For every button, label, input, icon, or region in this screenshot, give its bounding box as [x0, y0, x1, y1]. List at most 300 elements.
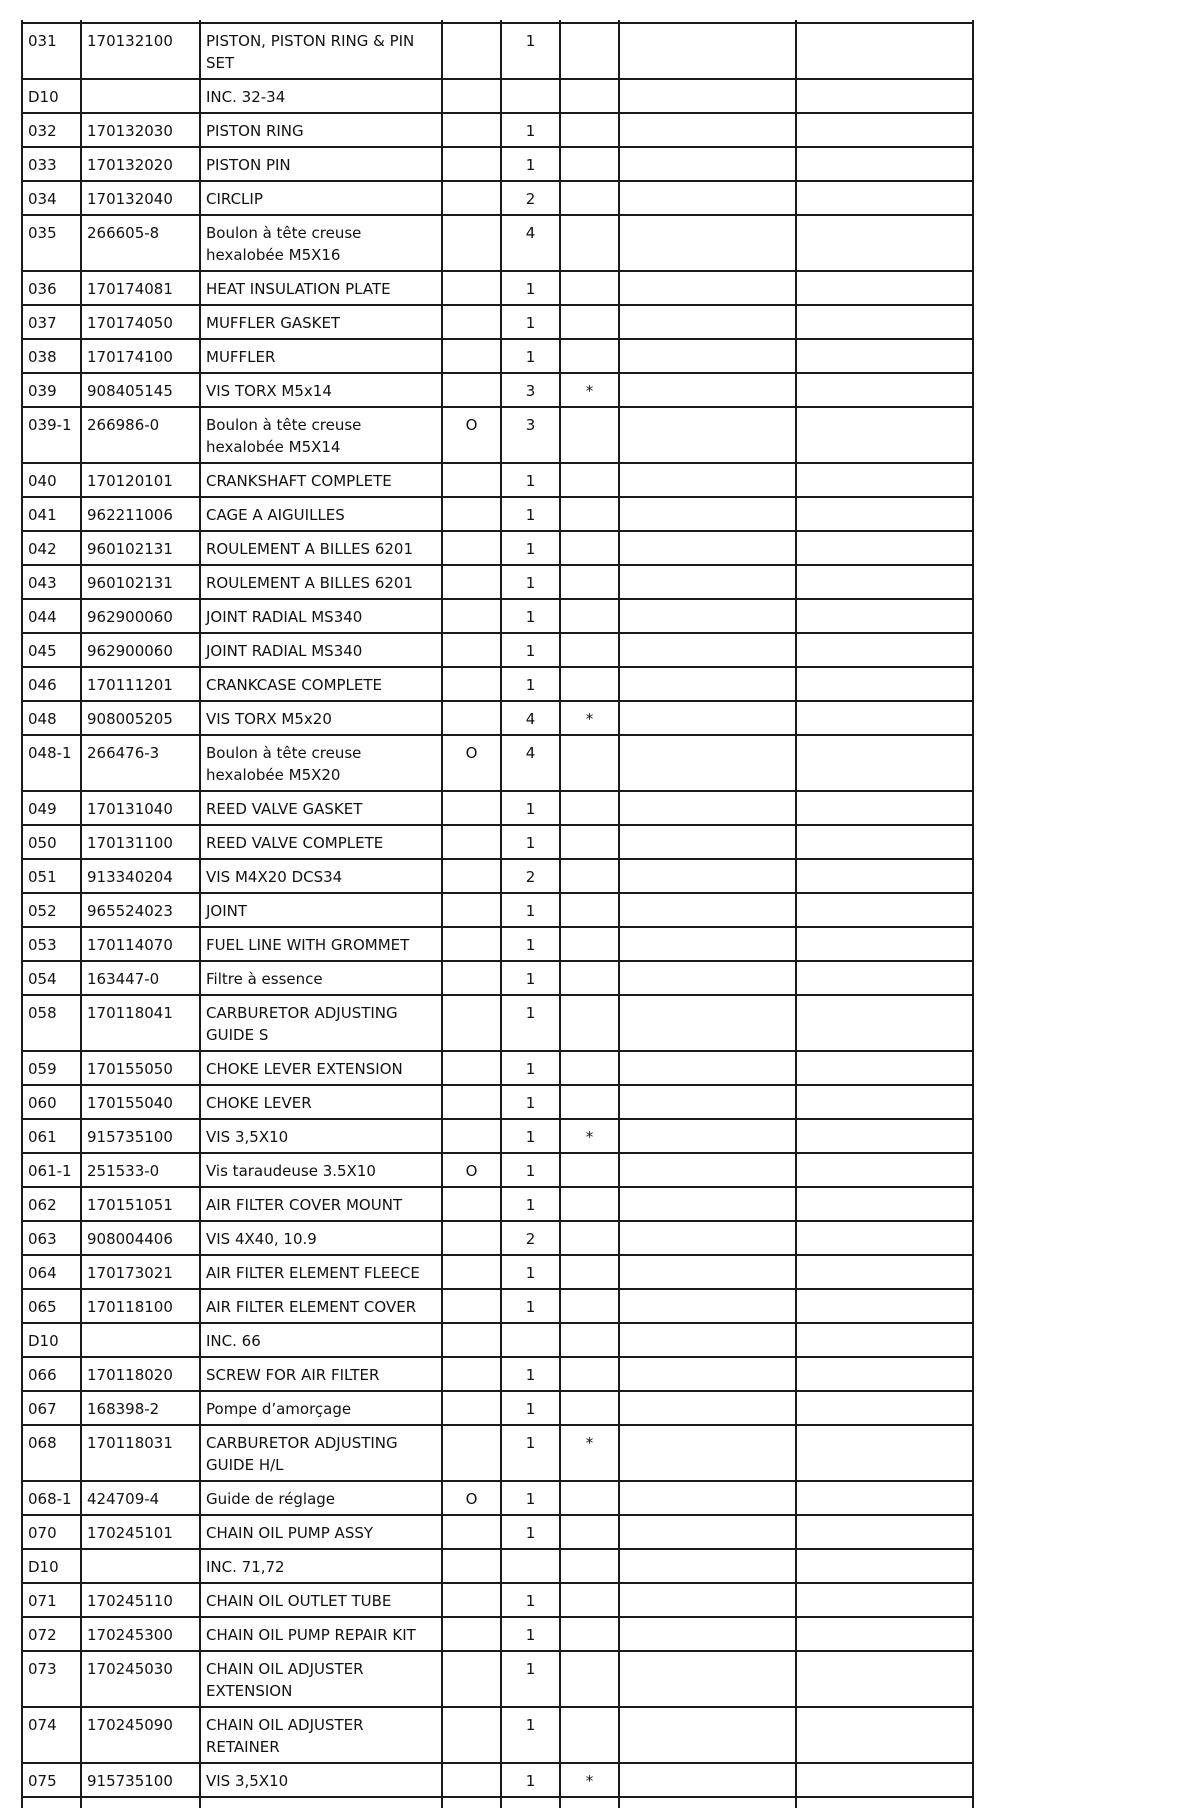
blank-cell — [619, 113, 796, 147]
part-number-cell: 170245300 — [81, 1617, 200, 1651]
description-cell: CHAIN OIL ADJUSTER RETAINER — [200, 1707, 442, 1763]
blank-cell — [796, 373, 973, 407]
blank-cell — [619, 927, 796, 961]
quantity-cell: 1 — [501, 305, 560, 339]
note-cell — [560, 927, 619, 961]
blank-cell — [619, 79, 796, 113]
blank-cell — [796, 271, 973, 305]
ref-cell: 070 — [22, 1515, 81, 1549]
option-cell: O — [442, 407, 501, 463]
option-cell — [442, 147, 501, 181]
part-number-cell: 170114070 — [81, 927, 200, 961]
blank-cell — [619, 1515, 796, 1549]
note-cell — [560, 1187, 619, 1221]
option-cell — [442, 1323, 501, 1357]
table-row — [22, 1707, 973, 1763]
note-cell — [560, 1153, 619, 1187]
part-number-cell: 913340204 — [81, 859, 200, 893]
blank-cell — [619, 531, 796, 565]
part-number-cell: 170245030 — [81, 1651, 200, 1707]
ref-cell: 033 — [22, 147, 81, 181]
blank-cell — [796, 497, 973, 531]
quantity-cell: 1 — [501, 1481, 560, 1515]
quantity-cell: 1 — [501, 565, 560, 599]
note-cell — [560, 271, 619, 305]
table-row — [22, 995, 973, 1051]
option-cell — [442, 961, 501, 995]
blank-cell — [796, 927, 973, 961]
blank-cell — [619, 1085, 796, 1119]
description-cell: JOINT RADIAL MS340 — [200, 633, 442, 667]
part-number-cell: 170131040 — [81, 791, 200, 825]
ref-cell: 037 — [22, 305, 81, 339]
part-number-cell — [81, 1323, 200, 1357]
part-number-cell: 170118020 — [81, 1357, 200, 1391]
part-number-cell: 170174100 — [81, 339, 200, 373]
option-cell — [442, 215, 501, 271]
option-cell — [442, 791, 501, 825]
parts-table — [21, 20, 974, 1808]
blank-cell — [796, 1187, 973, 1221]
blank-cell — [796, 113, 973, 147]
table-row — [22, 215, 973, 271]
table-row — [22, 531, 973, 565]
blank-cell — [619, 463, 796, 497]
note-cell — [560, 531, 619, 565]
description-cell: JOINT — [200, 893, 442, 927]
ref-cell: 062 — [22, 1187, 81, 1221]
option-cell — [442, 1617, 501, 1651]
description-cell: JOINT RADIAL MS340 — [200, 599, 442, 633]
quantity-cell: 3 — [501, 407, 560, 463]
option-cell — [442, 339, 501, 373]
quantity-cell: 1 — [501, 961, 560, 995]
table-row — [22, 1187, 973, 1221]
description-cell: CAGE A AIGUILLES — [200, 497, 442, 531]
ref-cell: 050 — [22, 825, 81, 859]
table-row — [22, 463, 973, 497]
blank-cell — [619, 565, 796, 599]
blank-cell — [619, 1187, 796, 1221]
note-cell: * — [560, 1425, 619, 1481]
blank-cell — [796, 1707, 973, 1763]
blank-cell — [619, 497, 796, 531]
ref-cell: 063 — [22, 1221, 81, 1255]
quantity-cell: 3 — [501, 373, 560, 407]
table-row — [22, 1221, 973, 1255]
part-number-cell: 170118041 — [81, 995, 200, 1051]
option-cell — [442, 373, 501, 407]
description-cell: INC. 66 — [200, 1323, 442, 1357]
ref-cell: 052 — [22, 893, 81, 927]
table-row — [22, 1255, 973, 1289]
description-cell: VIS TORX M5x14 — [200, 373, 442, 407]
blank-cell — [619, 995, 796, 1051]
ref-cell: 073 — [22, 1651, 81, 1707]
note-cell — [560, 1583, 619, 1617]
blank-cell — [796, 1255, 973, 1289]
description-cell: Vis taraudeuse 3.5X10 — [200, 1153, 442, 1187]
note-cell — [560, 825, 619, 859]
ref-cell: 054 — [22, 961, 81, 995]
quantity-cell: 1 — [501, 339, 560, 373]
ref-cell: 072 — [22, 1617, 81, 1651]
blank-cell — [619, 893, 796, 927]
blank-cell — [796, 1617, 973, 1651]
table-row — [22, 1617, 973, 1651]
option-cell — [442, 1515, 501, 1549]
description-cell: CHAIN OIL PUMP ASSY — [200, 1515, 442, 1549]
note-cell — [560, 1481, 619, 1515]
blank-cell — [619, 1357, 796, 1391]
description-cell: CARBURETOR ADJUSTING GUIDE S — [200, 995, 442, 1051]
part-number-cell: 266986-0 — [81, 407, 200, 463]
blank-cell — [619, 1481, 796, 1515]
quantity-cell: 1 — [501, 1085, 560, 1119]
quantity-cell: 1 — [501, 1051, 560, 1085]
part-number-cell: 170245090 — [81, 1707, 200, 1763]
option-cell — [442, 565, 501, 599]
blank-cell — [619, 1583, 796, 1617]
blank-cell — [619, 215, 796, 271]
ref-cell: 041 — [22, 497, 81, 531]
description-cell: CHAIN OIL PUMP REPAIR KIT — [200, 1617, 442, 1651]
blank-cell — [796, 305, 973, 339]
ref-cell: 053 — [22, 927, 81, 961]
option-cell — [442, 1187, 501, 1221]
note-cell: * — [560, 1763, 619, 1797]
table-row — [22, 667, 973, 701]
description-cell: AIR FILTER ELEMENT COVER — [200, 1289, 442, 1323]
blank-cell — [796, 667, 973, 701]
blank-cell — [796, 599, 973, 633]
option-cell — [442, 825, 501, 859]
ref-cell: 048-1 — [22, 735, 81, 791]
ref-cell: 065 — [22, 1289, 81, 1323]
quantity-cell: 1 — [501, 1255, 560, 1289]
ref-cell: 051 — [22, 859, 81, 893]
blank-cell — [796, 701, 973, 735]
quantity-cell: 2 — [501, 1221, 560, 1255]
quantity-cell: 1 — [501, 1187, 560, 1221]
blank-cell — [796, 1051, 973, 1085]
part-number-cell: 170245110 — [81, 1583, 200, 1617]
part-number-cell: 163447-0 — [81, 961, 200, 995]
quantity-cell: 4 — [501, 701, 560, 735]
blank-cell — [619, 1323, 796, 1357]
table-row — [22, 565, 973, 599]
ref-cell: 071 — [22, 1583, 81, 1617]
blank-cell — [619, 1707, 796, 1763]
part-number-cell: 170174081 — [81, 271, 200, 305]
blank-cell — [796, 1391, 973, 1425]
ref-cell: D10 — [22, 1323, 81, 1357]
part-number-cell: 170118100 — [81, 1289, 200, 1323]
note-cell — [560, 1085, 619, 1119]
quantity-cell — [501, 1323, 560, 1357]
table-row — [22, 701, 973, 735]
quantity-cell: 1 — [501, 1583, 560, 1617]
blank-cell — [619, 1617, 796, 1651]
part-number-cell: 960102131 — [81, 565, 200, 599]
option-cell — [442, 271, 501, 305]
description-cell: FUEL LINE WITH GROMMET — [200, 927, 442, 961]
quantity-cell: 1 — [501, 1651, 560, 1707]
option-cell: O — [442, 735, 501, 791]
table-row — [22, 23, 973, 79]
part-number-cell: 915735100 — [81, 1763, 200, 1797]
table-row — [22, 1425, 973, 1481]
part-number-cell: 962900060 — [81, 599, 200, 633]
table-row — [22, 825, 973, 859]
table-row — [22, 1323, 973, 1357]
blank-cell — [619, 23, 796, 79]
note-cell — [560, 995, 619, 1051]
quantity-cell: 1 — [501, 113, 560, 147]
table-row — [22, 927, 973, 961]
option-cell — [442, 599, 501, 633]
part-number-cell: 170120101 — [81, 463, 200, 497]
option-cell — [442, 1391, 501, 1425]
blank-cell — [796, 791, 973, 825]
stub-cell — [442, 1797, 501, 1808]
part-number-cell: 170118031 — [81, 1425, 200, 1481]
table-row — [22, 633, 973, 667]
blank-cell — [619, 1425, 796, 1481]
note-cell — [560, 1707, 619, 1763]
option-cell — [442, 531, 501, 565]
stub-cell — [796, 1797, 973, 1808]
ref-cell: 039 — [22, 373, 81, 407]
quantity-cell: 1 — [501, 497, 560, 531]
quantity-cell: 4 — [501, 215, 560, 271]
blank-cell — [619, 181, 796, 215]
ref-cell: 068 — [22, 1425, 81, 1481]
ref-cell: 032 — [22, 113, 81, 147]
table-row — [22, 1085, 973, 1119]
description-cell: Filtre à essence — [200, 961, 442, 995]
note-cell — [560, 113, 619, 147]
quantity-cell — [501, 79, 560, 113]
ref-cell: 060 — [22, 1085, 81, 1119]
quantity-cell: 1 — [501, 995, 560, 1051]
part-number-cell: 915735100 — [81, 1119, 200, 1153]
part-number-cell: 908004406 — [81, 1221, 200, 1255]
description-cell: AIR FILTER ELEMENT FLEECE — [200, 1255, 442, 1289]
blank-cell — [619, 1391, 796, 1425]
blank-cell — [619, 735, 796, 791]
description-cell: CHAIN OIL OUTLET TUBE — [200, 1583, 442, 1617]
quantity-cell: 1 — [501, 1153, 560, 1187]
blank-cell — [619, 1289, 796, 1323]
description-cell: PISTON PIN — [200, 147, 442, 181]
table-row — [22, 79, 973, 113]
note-cell — [560, 1617, 619, 1651]
description-cell: CRANKSHAFT COMPLETE — [200, 463, 442, 497]
table-row — [22, 305, 973, 339]
table-row — [22, 1051, 973, 1085]
option-cell: O — [442, 1153, 501, 1187]
table-row — [22, 1763, 973, 1797]
blank-cell — [796, 565, 973, 599]
table-row — [22, 1391, 973, 1425]
blank-cell — [619, 305, 796, 339]
description-cell: ROULEMENT A BILLES 6201 — [200, 531, 442, 565]
option-cell — [442, 181, 501, 215]
part-number-cell: 170131100 — [81, 825, 200, 859]
part-number-cell: 170155050 — [81, 1051, 200, 1085]
ref-cell: 035 — [22, 215, 81, 271]
quantity-cell: 1 — [501, 1289, 560, 1323]
description-cell: CHAIN OIL ADJUSTER EXTENSION — [200, 1651, 442, 1707]
ref-cell: 074 — [22, 1707, 81, 1763]
blank-cell — [619, 147, 796, 181]
ref-cell: 067 — [22, 1391, 81, 1425]
option-cell — [442, 113, 501, 147]
ref-cell: 040 — [22, 463, 81, 497]
quantity-cell: 1 — [501, 825, 560, 859]
description-cell: VIS 4X40, 10.9 — [200, 1221, 442, 1255]
blank-cell — [796, 893, 973, 927]
table-row — [22, 407, 973, 463]
description-cell: CRANKCASE COMPLETE — [200, 667, 442, 701]
note-cell — [560, 633, 619, 667]
quantity-cell: 1 — [501, 23, 560, 79]
description-cell: Boulon à tête creuse hexalobée M5X16 — [200, 215, 442, 271]
part-number-cell: 424709-4 — [81, 1481, 200, 1515]
description-cell: ROULEMENT A BILLES 6201 — [200, 565, 442, 599]
option-cell — [442, 1357, 501, 1391]
blank-cell — [619, 825, 796, 859]
part-number-cell: 170132020 — [81, 147, 200, 181]
table-row — [22, 1515, 973, 1549]
part-number-cell: 170173021 — [81, 1255, 200, 1289]
description-cell: VIS 3,5X10 — [200, 1119, 442, 1153]
quantity-cell: 1 — [501, 147, 560, 181]
part-number-cell: 251533-0 — [81, 1153, 200, 1187]
ref-cell: 048 — [22, 701, 81, 735]
table-row — [22, 961, 973, 995]
description-cell: Boulon à tête creuse hexalobée M5X14 — [200, 407, 442, 463]
description-cell: Pompe d’amorçage — [200, 1391, 442, 1425]
quantity-cell: 1 — [501, 1617, 560, 1651]
part-number-cell: 170151051 — [81, 1187, 200, 1221]
ref-cell: 034 — [22, 181, 81, 215]
blank-cell — [796, 735, 973, 791]
blank-cell — [796, 79, 973, 113]
quantity-cell: 1 — [501, 1357, 560, 1391]
part-number-cell: 908405145 — [81, 373, 200, 407]
option-cell — [442, 79, 501, 113]
description-cell: CHOKE LEVER EXTENSION — [200, 1051, 442, 1085]
table-row — [22, 1289, 973, 1323]
blank-cell — [619, 339, 796, 373]
description-cell: INC. 32-34 — [200, 79, 442, 113]
note-cell — [560, 1051, 619, 1085]
blank-cell — [796, 859, 973, 893]
option-cell — [442, 1051, 501, 1085]
ref-cell: 044 — [22, 599, 81, 633]
option-cell — [442, 1425, 501, 1481]
blank-cell — [796, 1583, 973, 1617]
table-row — [22, 893, 973, 927]
blank-cell — [619, 373, 796, 407]
note-cell — [560, 1289, 619, 1323]
blank-cell — [796, 1221, 973, 1255]
ref-cell: 038 — [22, 339, 81, 373]
quantity-cell: 1 — [501, 271, 560, 305]
option-cell — [442, 1085, 501, 1119]
note-cell — [560, 599, 619, 633]
table-row — [22, 1583, 973, 1617]
quantity-cell: 1 — [501, 1515, 560, 1549]
part-number-cell: 170132030 — [81, 113, 200, 147]
parts-table-body — [22, 20, 973, 1808]
blank-cell — [796, 1085, 973, 1119]
blank-cell — [796, 1515, 973, 1549]
part-number-cell: 965524023 — [81, 893, 200, 927]
part-number-cell: 962900060 — [81, 633, 200, 667]
blank-cell — [619, 1119, 796, 1153]
part-number-cell — [81, 1549, 200, 1583]
option-cell — [442, 633, 501, 667]
quantity-cell: 1 — [501, 927, 560, 961]
blank-cell — [619, 633, 796, 667]
blank-cell — [796, 339, 973, 373]
note-cell — [560, 859, 619, 893]
table-row — [22, 599, 973, 633]
blank-cell — [796, 633, 973, 667]
option-cell — [442, 859, 501, 893]
part-number-cell: 170174050 — [81, 305, 200, 339]
table-row — [22, 373, 973, 407]
note-cell — [560, 893, 619, 927]
table-row — [22, 339, 973, 373]
stub-cell — [81, 1797, 200, 1808]
ref-cell: 075 — [22, 1763, 81, 1797]
quantity-cell: 2 — [501, 859, 560, 893]
description-cell: Guide de réglage — [200, 1481, 442, 1515]
blank-cell — [796, 1357, 973, 1391]
quantity-cell: 4 — [501, 735, 560, 791]
ref-cell: 061 — [22, 1119, 81, 1153]
blank-cell — [796, 215, 973, 271]
quantity-cell: 1 — [501, 791, 560, 825]
description-cell: SCREW FOR AIR FILTER — [200, 1357, 442, 1391]
ref-cell: 068-1 — [22, 1481, 81, 1515]
ref-cell: D10 — [22, 79, 81, 113]
description-cell: INC. 71,72 — [200, 1549, 442, 1583]
ref-cell: 046 — [22, 667, 81, 701]
note-cell — [560, 147, 619, 181]
description-cell: VIS 3,5X10 — [200, 1763, 442, 1797]
blank-cell — [796, 1289, 973, 1323]
note-cell — [560, 497, 619, 531]
note-cell — [560, 1391, 619, 1425]
blank-cell — [796, 1153, 973, 1187]
note-cell: * — [560, 701, 619, 735]
part-number-cell: 170111201 — [81, 667, 200, 701]
description-cell: Boulon à tête creuse hexalobée M5X20 — [200, 735, 442, 791]
option-cell: O — [442, 1481, 501, 1515]
quantity-cell: 1 — [501, 633, 560, 667]
blank-cell — [619, 1549, 796, 1583]
part-number-cell: 908005205 — [81, 701, 200, 735]
note-cell — [560, 1255, 619, 1289]
table-row — [22, 113, 973, 147]
option-cell — [442, 1119, 501, 1153]
table-row — [22, 271, 973, 305]
